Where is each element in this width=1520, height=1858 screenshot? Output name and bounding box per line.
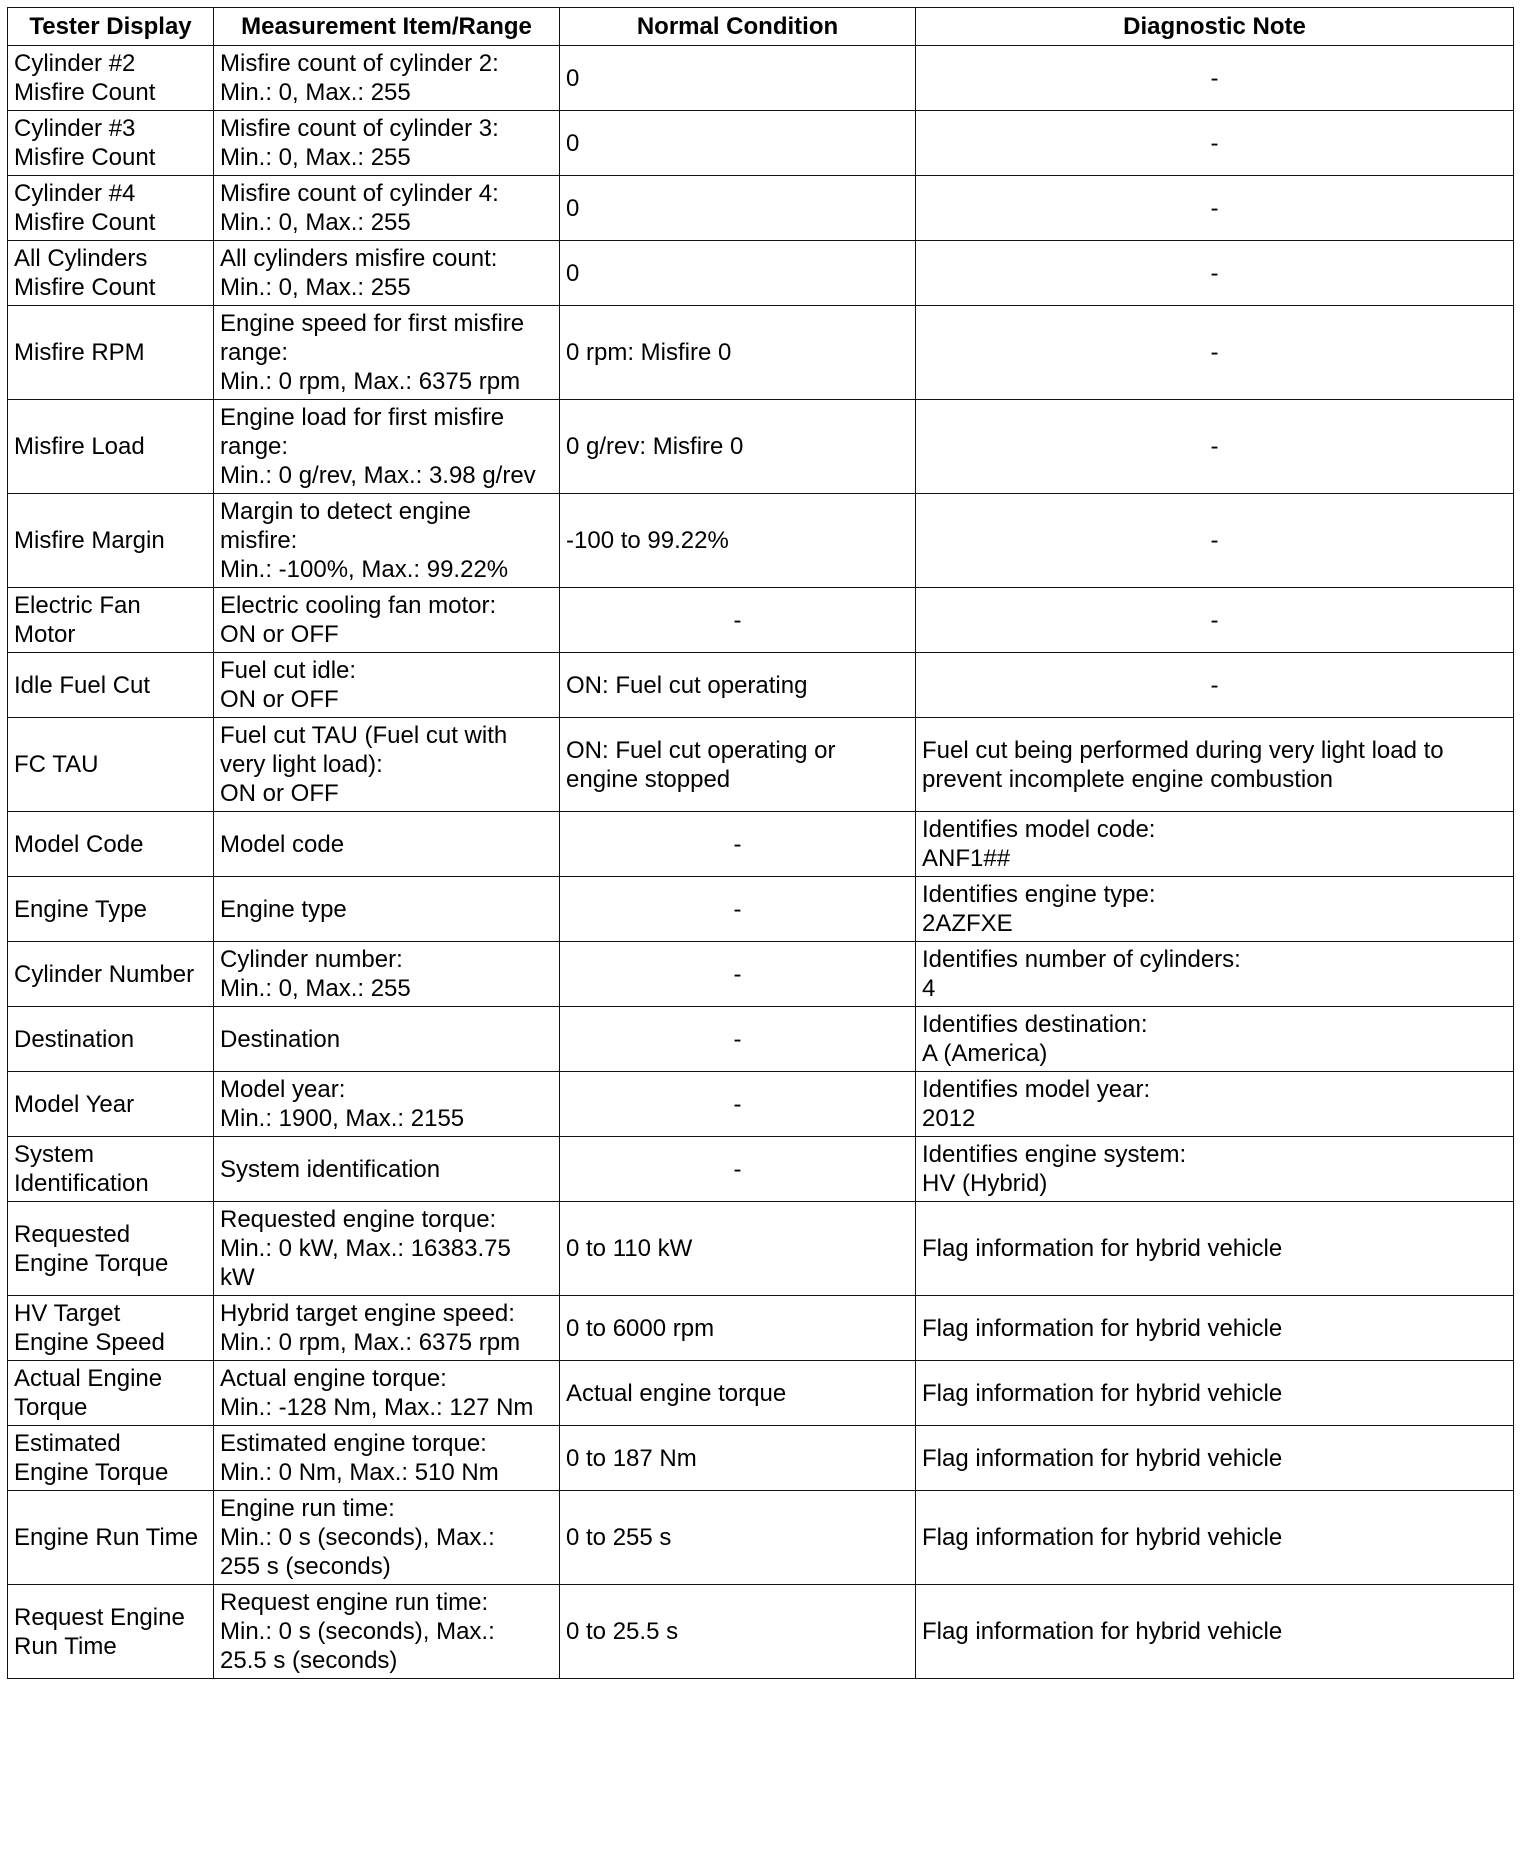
header-measurement-item: Measurement Item/Range bbox=[214, 8, 560, 46]
cell-text-line: Flag information for hybrid vehicle bbox=[922, 1444, 1283, 1472]
tester-display-cell bbox=[8, 46, 214, 111]
cell-text-line: Cylinder #4 bbox=[14, 180, 136, 207]
measurement-item-cell bbox=[214, 1585, 560, 1679]
cell-text-line: Destination bbox=[220, 1025, 341, 1053]
cell-text-line: Identifies destination: bbox=[922, 1011, 1148, 1038]
normal-condition-cell bbox=[560, 1296, 916, 1361]
table-row bbox=[8, 1585, 1514, 1679]
header-row bbox=[8, 8, 1514, 46]
table-row bbox=[8, 241, 1514, 306]
diagnostic-note-cell bbox=[916, 812, 1514, 877]
tester-display-cell bbox=[8, 111, 214, 176]
measurement-item-cell bbox=[214, 494, 560, 588]
cell-text-line: System identification bbox=[220, 1155, 441, 1183]
cell-text-line: Engine Torque bbox=[14, 1249, 169, 1277]
cell-text-line: System bbox=[14, 1141, 95, 1168]
tester-display-cell bbox=[8, 241, 214, 306]
tester-display-cell bbox=[8, 1072, 214, 1137]
cell-text-line: 0 to 6000 rpm bbox=[566, 1314, 715, 1342]
cell-text-line: ANF1## bbox=[922, 845, 1011, 872]
cell-text-line: 0 to 187 Nm bbox=[566, 1444, 697, 1472]
cell-text-line: - bbox=[1210, 606, 1219, 634]
cell-text-line: - bbox=[1210, 671, 1219, 699]
cell-text-line: Estimated engine torque: bbox=[220, 1430, 487, 1457]
diagnostic-note-cell bbox=[916, 400, 1514, 494]
measurement-item-cell bbox=[214, 241, 560, 306]
normal-condition-cell bbox=[560, 653, 916, 718]
measurement-item-cell bbox=[214, 653, 560, 718]
measurement-item-cell bbox=[214, 877, 560, 942]
cell-text-line: Model code bbox=[220, 830, 345, 858]
cell-text-line: -100 to 99.22% bbox=[566, 527, 729, 554]
normal-condition-cell bbox=[560, 877, 916, 942]
measurement-item-cell bbox=[214, 812, 560, 877]
cell-text-line: Misfire count of cylinder 3: bbox=[220, 115, 499, 142]
cell-text-line: Cylinder #3 bbox=[14, 115, 136, 142]
tester-display-cell bbox=[8, 1491, 214, 1585]
cell-text-line: Model year: bbox=[220, 1076, 346, 1103]
cell-text-line: Misfire Margin bbox=[14, 527, 165, 554]
cell-text-line: Min.: 0, Max.: 255 bbox=[220, 79, 411, 106]
cell-text-line: - bbox=[733, 606, 742, 634]
tester-display-cell bbox=[8, 942, 214, 1007]
diagnostic-note-cell bbox=[916, 111, 1514, 176]
normal-condition-cell bbox=[560, 1202, 916, 1296]
diagnostic-note-cell bbox=[916, 653, 1514, 718]
cell-text-line: Request Engine bbox=[14, 1603, 185, 1631]
table-row bbox=[8, 1202, 1514, 1296]
tester-display-cell bbox=[8, 1426, 214, 1491]
cell-text-line: 25.5 s (seconds) bbox=[220, 1647, 398, 1674]
normal-condition-cell bbox=[560, 1007, 916, 1072]
cell-text-line: Misfire Count bbox=[14, 209, 156, 236]
diagnostic-note-cell bbox=[916, 1072, 1514, 1137]
data-list-table bbox=[7, 7, 1514, 1679]
normal-condition-cell bbox=[560, 306, 916, 400]
measurement-item-cell bbox=[214, 46, 560, 111]
diagnostic-note-cell bbox=[916, 942, 1514, 1007]
cell-text-line: Actual engine torque: bbox=[220, 1365, 447, 1392]
tester-display-cell bbox=[8, 306, 214, 400]
cell-text-line: Engine load for first misfire bbox=[220, 404, 505, 431]
cell-text-line: Request engine run time: bbox=[220, 1589, 489, 1616]
cell-text-line: Fuel cut idle: bbox=[220, 657, 357, 684]
table-row bbox=[8, 588, 1514, 653]
normal-condition-cell bbox=[560, 942, 916, 1007]
cell-text-line: misfire: bbox=[220, 527, 298, 554]
measurement-item-cell bbox=[214, 176, 560, 241]
cell-text-line: Motor bbox=[14, 621, 76, 648]
tester-display-cell bbox=[8, 588, 214, 653]
cell-text-line: ON: Fuel cut operating bbox=[566, 671, 808, 699]
normal-condition-cell bbox=[560, 400, 916, 494]
normal-condition-cell bbox=[560, 1585, 916, 1679]
cell-text-line: very light load): bbox=[220, 751, 383, 778]
cell-text-line: Min.: 0 s (seconds), Max.: bbox=[220, 1618, 495, 1645]
cell-text-line: 0 to 25.5 s bbox=[566, 1618, 679, 1645]
normal-condition-cell bbox=[560, 111, 916, 176]
table-body bbox=[8, 46, 1514, 1679]
cell-text-line: Min.: 0 kW, Max.: 16383.75 bbox=[220, 1235, 511, 1262]
normal-condition-cell bbox=[560, 1491, 916, 1585]
normal-condition-cell bbox=[560, 1072, 916, 1137]
cell-text-line: Destination bbox=[14, 1025, 135, 1053]
tester-display-cell bbox=[8, 1361, 214, 1426]
cell-text-line: Engine Run Time bbox=[14, 1524, 199, 1551]
table-row bbox=[8, 176, 1514, 241]
header-normal-condition: Normal Condition bbox=[560, 8, 916, 46]
cell-text-line: ON or OFF bbox=[220, 780, 339, 807]
cell-text-line: Engine Torque bbox=[14, 1459, 169, 1486]
cell-text-line: engine stopped bbox=[566, 765, 731, 793]
cell-text-line: Fuel cut being performed during very light load to bbox=[922, 736, 1444, 764]
cell-text-line: - bbox=[733, 830, 742, 858]
diagnostic-note-cell bbox=[916, 877, 1514, 942]
table-row bbox=[8, 942, 1514, 1007]
measurement-item-cell bbox=[214, 588, 560, 653]
diagnostic-note-cell bbox=[916, 1296, 1514, 1361]
cell-text-line: Min.: 1900, Max.: 2155 bbox=[220, 1105, 465, 1132]
cell-text-line: - bbox=[1210, 194, 1219, 222]
normal-condition-cell bbox=[560, 494, 916, 588]
cell-text-line: ON: Fuel cut operating or bbox=[566, 736, 836, 764]
cell-text-line: Min.: 0 Nm, Max.: 510 Nm bbox=[220, 1459, 499, 1486]
cell-text-line: Flag information for hybrid vehicle bbox=[922, 1379, 1283, 1407]
cell-text-line: Margin to detect engine bbox=[220, 498, 471, 525]
cell-text-line: Torque bbox=[14, 1394, 88, 1421]
cell-text-line: - bbox=[1210, 129, 1219, 157]
table-row bbox=[8, 1137, 1514, 1202]
cell-text-line: Min.: 0 rpm, Max.: 6375 rpm bbox=[220, 368, 521, 395]
tester-display-cell bbox=[8, 1202, 214, 1296]
cell-text-line: Identifies number of cylinders: bbox=[922, 946, 1241, 973]
tester-display-cell bbox=[8, 176, 214, 241]
cell-text-line: range: bbox=[220, 433, 289, 460]
normal-condition-cell bbox=[560, 1426, 916, 1491]
cell-text-line: Cylinder Number bbox=[14, 960, 195, 988]
cell-text-line: 2012 bbox=[922, 1105, 976, 1132]
cell-text-line: range: bbox=[220, 339, 289, 366]
cell-text-line: ON or OFF bbox=[220, 686, 339, 713]
table-row bbox=[8, 1072, 1514, 1137]
table-row bbox=[8, 1426, 1514, 1491]
table-row bbox=[8, 1361, 1514, 1426]
tester-display-cell bbox=[8, 400, 214, 494]
cell-text-line: 0 rpm: Misfire 0 bbox=[566, 339, 732, 366]
tester-display-cell bbox=[8, 494, 214, 588]
normal-condition-cell bbox=[560, 812, 916, 877]
cell-text-line: HV Target bbox=[14, 1300, 121, 1327]
tester-display-cell bbox=[8, 877, 214, 942]
measurement-item-cell bbox=[214, 1426, 560, 1491]
table-row bbox=[8, 1491, 1514, 1585]
normal-condition-cell bbox=[560, 241, 916, 306]
diagnostic-note-cell bbox=[916, 241, 1514, 306]
cell-text-line: Actual Engine bbox=[14, 1365, 163, 1392]
cell-text-line: 0 bbox=[566, 129, 580, 157]
cell-text-line: Min.: 0, Max.: 255 bbox=[220, 975, 411, 1002]
cell-text-line: Misfire Count bbox=[14, 79, 156, 106]
cell-text-line: HV (Hybrid) bbox=[922, 1170, 1048, 1197]
cell-text-line: 0 bbox=[566, 194, 580, 222]
tester-display-cell bbox=[8, 1007, 214, 1072]
cell-text-line: 0 bbox=[566, 64, 580, 92]
tester-display-cell bbox=[8, 718, 214, 812]
tester-display-cell bbox=[8, 653, 214, 718]
table-row bbox=[8, 718, 1514, 812]
cell-text-line: - bbox=[733, 1025, 742, 1053]
cell-text-line: Min.: 0 g/rev, Max.: 3.98 g/rev bbox=[220, 462, 536, 489]
cell-text-line: Requested engine torque: bbox=[220, 1206, 497, 1233]
tester-display-cell bbox=[8, 1585, 214, 1679]
cell-text-line: - bbox=[733, 960, 742, 988]
cell-text-line: - bbox=[733, 895, 742, 923]
cell-text-line: Actual engine torque bbox=[566, 1379, 787, 1407]
measurement-item-cell bbox=[214, 1296, 560, 1361]
cell-text-line: Misfire RPM bbox=[14, 339, 145, 366]
diagnostic-note-cell bbox=[916, 1202, 1514, 1296]
cell-text-line: Hybrid target engine speed: bbox=[220, 1300, 515, 1327]
cell-text-line: Min.: 0, Max.: 255 bbox=[220, 274, 411, 301]
measurement-item-cell bbox=[214, 1137, 560, 1202]
cell-text-line: Model Code bbox=[14, 830, 144, 858]
cell-text-line: Misfire count of cylinder 2: bbox=[220, 50, 499, 77]
cell-text-line: A (America) bbox=[922, 1040, 1048, 1067]
cell-text-line: All Cylinders bbox=[14, 245, 148, 272]
cell-text-line: Estimated bbox=[14, 1430, 121, 1457]
table-row bbox=[8, 400, 1514, 494]
cell-text-line: Requested bbox=[14, 1220, 131, 1248]
measurement-item-cell bbox=[214, 1007, 560, 1072]
data-list-table-container bbox=[7, 7, 1513, 1679]
cell-text-line: - bbox=[1210, 259, 1219, 287]
cell-text-line: Cylinder number: bbox=[220, 946, 403, 973]
normal-condition-cell bbox=[560, 1137, 916, 1202]
cell-text-line: FC TAU bbox=[14, 751, 99, 778]
cell-text-line: Engine speed for first misfire bbox=[220, 310, 525, 337]
table-row bbox=[8, 46, 1514, 111]
cell-text-line: Identifies engine system: bbox=[922, 1141, 1187, 1168]
cell-text-line: 0 bbox=[566, 259, 580, 287]
diagnostic-note-cell bbox=[916, 718, 1514, 812]
table-row bbox=[8, 111, 1514, 176]
cell-text-line: Misfire count of cylinder 4: bbox=[220, 180, 499, 207]
cell-text-line: 0 g/rev: Misfire 0 bbox=[566, 433, 744, 460]
diagnostic-note-cell bbox=[916, 1007, 1514, 1072]
cell-text-line: Fuel cut TAU (Fuel cut with bbox=[220, 722, 508, 749]
diagnostic-note-cell bbox=[916, 46, 1514, 111]
cell-text-line: Flag information for hybrid vehicle bbox=[922, 1524, 1283, 1551]
measurement-item-cell bbox=[214, 1361, 560, 1426]
cell-text-line: Min.: 0, Max.: 255 bbox=[220, 209, 411, 236]
cell-text-line: prevent incomplete engine combustion bbox=[922, 765, 1333, 793]
table-row bbox=[8, 1296, 1514, 1361]
cell-text-line: Flag information for hybrid vehicle bbox=[922, 1235, 1283, 1262]
header-diagnostic-note: Diagnostic Note bbox=[916, 8, 1514, 46]
table-row bbox=[8, 306, 1514, 400]
cell-text-line: Electric cooling fan motor: bbox=[220, 592, 497, 619]
cell-text-line: Run Time bbox=[14, 1632, 117, 1660]
measurement-item-cell bbox=[214, 942, 560, 1007]
cell-text-line: ON or OFF bbox=[220, 621, 339, 648]
cell-text-line: Min.: 0 rpm, Max.: 6375 rpm bbox=[220, 1329, 521, 1356]
table-row bbox=[8, 653, 1514, 718]
measurement-item-cell bbox=[214, 1491, 560, 1585]
cell-text-line: Identifies engine type: bbox=[922, 881, 1156, 908]
cell-text-line: Misfire Count bbox=[14, 274, 156, 301]
table-row bbox=[8, 494, 1514, 588]
cell-text-line: Engine type bbox=[220, 895, 347, 923]
cell-text-line: All cylinders misfire count: bbox=[220, 245, 498, 272]
cell-text-line: - bbox=[733, 1155, 742, 1183]
cell-text-line: 2AZFXE bbox=[922, 910, 1013, 937]
cell-text-line: Min.: -100%, Max.: 99.22% bbox=[220, 556, 509, 583]
cell-text-line: - bbox=[1210, 339, 1219, 366]
normal-condition-cell bbox=[560, 46, 916, 111]
cell-text-line: Cylinder #2 bbox=[14, 50, 136, 77]
normal-condition-cell bbox=[560, 176, 916, 241]
cell-text-line: Min.: 0, Max.: 255 bbox=[220, 144, 411, 171]
cell-text-line: 4 bbox=[922, 975, 936, 1002]
cell-text-line: Engine run time: bbox=[220, 1495, 395, 1522]
cell-text-line: Misfire Load bbox=[14, 433, 145, 460]
cell-text-line: Engine Speed bbox=[14, 1329, 165, 1356]
tester-display-cell bbox=[8, 812, 214, 877]
measurement-item-cell bbox=[214, 1202, 560, 1296]
cell-text-line: - bbox=[733, 1090, 742, 1118]
normal-condition-cell bbox=[560, 718, 916, 812]
measurement-item-cell bbox=[214, 111, 560, 176]
diagnostic-note-cell bbox=[916, 306, 1514, 400]
diagnostic-note-cell bbox=[916, 176, 1514, 241]
diagnostic-note-cell bbox=[916, 1426, 1514, 1491]
measurement-item-cell bbox=[214, 1072, 560, 1137]
cell-text-line: Engine Type bbox=[14, 895, 147, 923]
diagnostic-note-cell bbox=[916, 1585, 1514, 1679]
header-tester-display: Tester Display bbox=[8, 8, 214, 46]
cell-text-line: Model Year bbox=[14, 1090, 135, 1118]
cell-text-line: 255 s (seconds) bbox=[220, 1553, 391, 1580]
diagnostic-note-cell bbox=[916, 494, 1514, 588]
cell-text-line: Min.: -128 Nm, Max.: 127 Nm bbox=[220, 1394, 534, 1421]
cell-text-line: Misfire Count bbox=[14, 144, 156, 171]
cell-text-line: Electric Fan bbox=[14, 592, 141, 619]
cell-text-line: - bbox=[1210, 433, 1219, 460]
cell-text-line: Identifies model code: bbox=[922, 816, 1156, 843]
measurement-item-cell bbox=[214, 718, 560, 812]
cell-text-line: Idle Fuel Cut bbox=[14, 671, 151, 699]
tester-display-cell bbox=[8, 1296, 214, 1361]
cell-text-line: kW bbox=[220, 1264, 255, 1291]
table-row bbox=[8, 877, 1514, 942]
cell-text-line: 0 to 110 kW bbox=[566, 1235, 693, 1262]
cell-text-line: - bbox=[1210, 64, 1219, 92]
cell-text-line: Identification bbox=[14, 1170, 149, 1197]
measurement-item-cell bbox=[214, 306, 560, 400]
cell-text-line: Min.: 0 s (seconds), Max.: bbox=[220, 1524, 495, 1551]
cell-text-line: Flag information for hybrid vehicle bbox=[922, 1618, 1283, 1645]
diagnostic-note-cell bbox=[916, 1137, 1514, 1202]
table-row bbox=[8, 1007, 1514, 1072]
measurement-item-cell bbox=[214, 400, 560, 494]
diagnostic-note-cell bbox=[916, 1361, 1514, 1426]
diagnostic-note-cell bbox=[916, 588, 1514, 653]
cell-text-line: 0 to 255 s bbox=[566, 1524, 672, 1551]
cell-text-line: Identifies model year: bbox=[922, 1076, 1151, 1103]
cell-text-line: Flag information for hybrid vehicle bbox=[922, 1314, 1283, 1342]
tester-display-cell bbox=[8, 1137, 214, 1202]
table-row bbox=[8, 812, 1514, 877]
normal-condition-cell bbox=[560, 1361, 916, 1426]
cell-text-line: - bbox=[1210, 527, 1219, 554]
diagnostic-note-cell bbox=[916, 1491, 1514, 1585]
normal-condition-cell bbox=[560, 588, 916, 653]
